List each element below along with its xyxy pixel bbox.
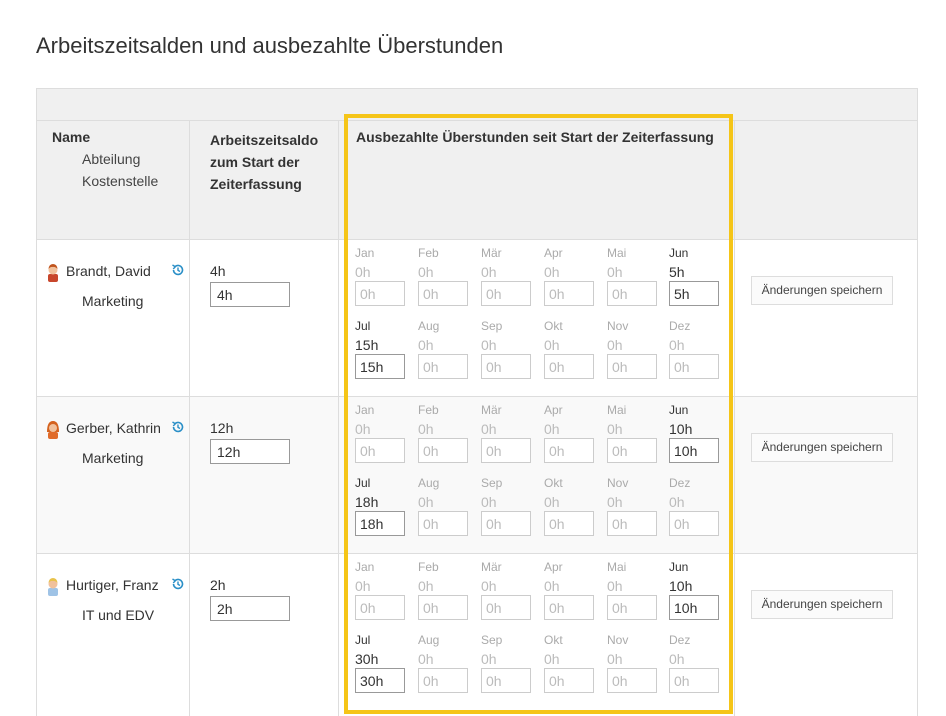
month-label: Jul: [355, 633, 371, 647]
month-value: 0h: [607, 578, 623, 594]
month-input[interactable]: [544, 511, 594, 536]
month-cell: [607, 476, 659, 536]
month-input[interactable]: [481, 354, 531, 379]
saldo-input[interactable]: [210, 282, 290, 307]
month-label: Jul: [355, 476, 371, 490]
month-value: 0h: [669, 651, 685, 667]
male-red-hair-avatar-icon: [45, 262, 61, 282]
page-title: Arbeitszeitsalden und ausbezahlte Überstunden: [36, 33, 504, 58]
month-cell: [355, 476, 407, 536]
month-value: 0h: [544, 494, 560, 510]
month-cell: [355, 560, 407, 620]
month-cell: [355, 319, 407, 379]
month-cell: [481, 403, 533, 463]
month-cell: [481, 246, 533, 306]
month-input[interactable]: [669, 595, 719, 620]
table-row: [37, 553, 917, 710]
month-value: 0h: [607, 494, 623, 510]
month-input[interactable]: [481, 595, 531, 620]
month-input[interactable]: [607, 354, 657, 379]
table-row: [37, 396, 917, 553]
saldo-input[interactable]: [210, 596, 290, 621]
month-label: Sep: [481, 319, 503, 333]
month-value: 0h: [418, 337, 434, 353]
month-input[interactable]: [669, 511, 719, 536]
month-cell: [669, 403, 721, 463]
month-value: 0h: [544, 651, 560, 667]
month-label: Mär: [481, 560, 502, 574]
month-label: Mai: [607, 560, 627, 574]
employee-name: Hurtiger, Franz: [66, 577, 159, 593]
month-value: 0h: [544, 264, 560, 280]
month-label: Aug: [418, 476, 440, 490]
header-saldo: Arbeitszeitsaldo zum Start der Zeiterfassung: [210, 132, 319, 192]
month-input[interactable]: [481, 438, 531, 463]
month-cell: [669, 476, 721, 536]
month-input[interactable]: [418, 281, 468, 306]
month-value: 0h: [607, 264, 623, 280]
month-label: Nov: [607, 633, 629, 647]
month-cell: [607, 246, 659, 306]
month-label: Sep: [481, 476, 503, 490]
month-value: 0h: [481, 421, 497, 437]
month-label: Feb: [418, 246, 439, 260]
month-input[interactable]: [544, 668, 594, 693]
month-label: Okt: [544, 319, 563, 333]
month-cell: [544, 476, 596, 536]
month-input[interactable]: [355, 354, 405, 379]
month-value: 0h: [544, 578, 560, 594]
month-label: Aug: [418, 633, 440, 647]
month-cell: [544, 246, 596, 306]
month-label: Jun: [669, 560, 689, 574]
month-input[interactable]: [669, 438, 719, 463]
month-label: Mai: [607, 246, 627, 260]
month-cell: [418, 403, 470, 463]
month-cell: [607, 403, 659, 463]
male-blond-avatar-icon: [45, 576, 61, 596]
column-divider: [189, 121, 190, 716]
month-input[interactable]: [481, 511, 531, 536]
month-input[interactable]: [544, 281, 594, 306]
month-label: Apr: [544, 560, 563, 574]
month-value: 0h: [669, 337, 685, 353]
month-cell: [669, 319, 721, 379]
month-cell: [607, 633, 659, 693]
month-value: 0h: [418, 421, 434, 437]
month-value: 0h: [481, 494, 497, 510]
month-cell: [669, 633, 721, 693]
month-value: 0h: [418, 494, 434, 510]
table-row: [37, 239, 917, 396]
overtime-table: [36, 88, 918, 716]
history-icon[interactable]: [171, 263, 185, 277]
month-label: Mai: [607, 403, 627, 417]
month-value: 0h: [607, 421, 623, 437]
month-input[interactable]: [355, 595, 405, 620]
month-cell: [481, 319, 533, 379]
month-input[interactable]: [355, 668, 405, 693]
month-input[interactable]: [418, 511, 468, 536]
header-name: Name: [52, 129, 91, 145]
month-value: 15h: [355, 337, 379, 353]
month-value: 30h: [355, 651, 379, 667]
header-paid-overtime: Ausbezahlte Überstunden seit Start der Zeiterfassung: [356, 129, 714, 145]
month-cell: [607, 319, 659, 379]
employee-name: Brandt, David: [66, 263, 151, 279]
month-cell: [481, 633, 533, 693]
month-label: Dez: [669, 633, 691, 647]
month-label: Feb: [418, 560, 439, 574]
month-value: 0h: [418, 264, 434, 280]
month-input[interactable]: [418, 595, 468, 620]
month-value: 0h: [481, 651, 497, 667]
column-divider: [734, 121, 735, 716]
month-input[interactable]: [607, 281, 657, 306]
month-value: 0h: [418, 578, 434, 594]
month-value: 0h: [607, 337, 623, 353]
month-label: Nov: [607, 319, 629, 333]
month-cell: [481, 476, 533, 536]
month-label: Apr: [544, 403, 563, 417]
month-value: 0h: [355, 421, 371, 437]
employee-department: Marketing: [82, 293, 144, 309]
month-cell: [418, 633, 470, 693]
month-value: 10h: [669, 578, 693, 594]
month-value: 18h: [355, 494, 379, 510]
saldo-value: 4h: [210, 263, 226, 279]
month-input[interactable]: [355, 281, 405, 306]
month-cell: [418, 476, 470, 536]
month-cell: [607, 560, 659, 620]
month-label: Jan: [355, 246, 375, 260]
month-input[interactable]: [418, 668, 468, 693]
month-value: 5h: [669, 264, 685, 280]
month-label: Dez: [669, 319, 691, 333]
month-input[interactable]: [607, 668, 657, 693]
month-label: Okt: [544, 633, 563, 647]
table-top-bar: [37, 88, 917, 121]
month-input[interactable]: [481, 668, 531, 693]
month-cell: [669, 246, 721, 306]
saldo-value: 12h: [210, 420, 234, 436]
month-value: 0h: [544, 337, 560, 353]
month-cell: [481, 560, 533, 620]
month-cell: [418, 560, 470, 620]
month-input[interactable]: [669, 281, 719, 306]
month-cell: [544, 403, 596, 463]
month-input[interactable]: [607, 511, 657, 536]
month-input[interactable]: [669, 354, 719, 379]
save-changes-button[interactable]: Änderungen speichern: [751, 433, 893, 462]
table-header: [37, 121, 917, 239]
month-cell: [544, 560, 596, 620]
month-value: 0h: [481, 578, 497, 594]
month-label: Mär: [481, 246, 502, 260]
month-input[interactable]: [418, 438, 468, 463]
month-value: 0h: [355, 264, 371, 280]
month-cell: [355, 403, 407, 463]
header-cost-center: Kostenstelle: [82, 173, 159, 189]
saldo-input[interactable]: [210, 439, 290, 464]
history-icon[interactable]: [171, 420, 185, 434]
month-input[interactable]: [607, 438, 657, 463]
save-changes-button[interactable]: Änderungen speichern: [751, 590, 893, 619]
month-input[interactable]: [418, 354, 468, 379]
save-changes-button[interactable]: Änderungen speichern: [751, 276, 893, 305]
month-input[interactable]: [544, 595, 594, 620]
month-label: Mär: [481, 403, 502, 417]
month-label: Aug: [418, 319, 440, 333]
month-input[interactable]: [669, 668, 719, 693]
employee-department: IT und EDV: [82, 607, 155, 623]
month-value: 0h: [355, 578, 371, 594]
month-input[interactable]: [544, 438, 594, 463]
month-label: Feb: [418, 403, 439, 417]
month-value: 0h: [669, 494, 685, 510]
month-input[interactable]: [607, 595, 657, 620]
month-value: 10h: [669, 421, 693, 437]
female-red-hair-avatar-icon: [45, 419, 61, 439]
month-cell: [355, 633, 407, 693]
month-label: Nov: [607, 476, 629, 490]
month-value: 0h: [481, 264, 497, 280]
month-value: 0h: [607, 651, 623, 667]
month-label: Jan: [355, 560, 375, 574]
saldo-value: 2h: [210, 577, 226, 593]
month-value: 0h: [418, 651, 434, 667]
employee-name: Gerber, Kathrin: [66, 420, 161, 436]
month-cell: [355, 246, 407, 306]
month-cell: [418, 319, 470, 379]
month-label: Apr: [544, 246, 563, 260]
history-icon[interactable]: [171, 577, 185, 591]
month-cell: [544, 633, 596, 693]
month-input[interactable]: [355, 511, 405, 536]
month-cell: [418, 246, 470, 306]
month-input[interactable]: [481, 281, 531, 306]
header-department: Abteilung: [82, 151, 141, 167]
month-label: Jun: [669, 403, 689, 417]
column-divider: [338, 121, 339, 716]
month-label: Okt: [544, 476, 563, 490]
month-cell: [544, 319, 596, 379]
month-cell: [669, 560, 721, 620]
month-input[interactable]: [544, 354, 594, 379]
month-value: 0h: [481, 337, 497, 353]
month-value: 0h: [544, 421, 560, 437]
month-label: Sep: [481, 633, 503, 647]
month-label: Dez: [669, 476, 691, 490]
employee-department: Marketing: [82, 450, 144, 466]
month-input[interactable]: [355, 438, 405, 463]
month-label: Jun: [669, 246, 689, 260]
month-label: Jul: [355, 319, 371, 333]
month-label: Jan: [355, 403, 375, 417]
